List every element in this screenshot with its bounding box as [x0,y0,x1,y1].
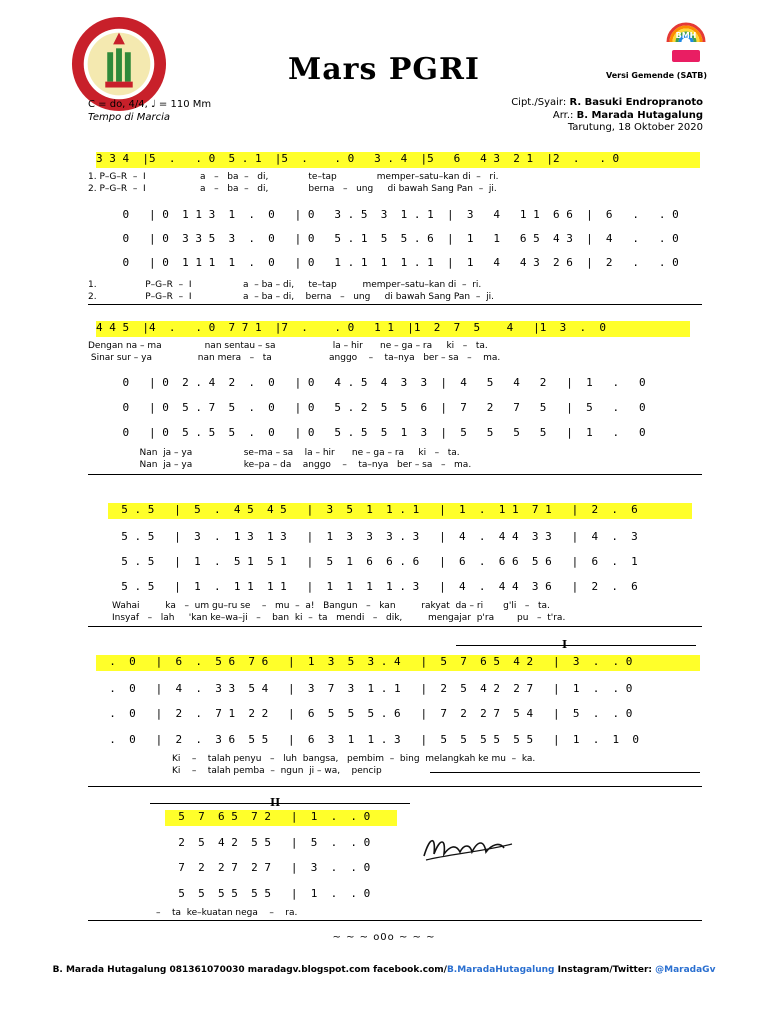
instagram-link[interactable]: @MaradaGv [655,965,716,975]
key-tempo [88,98,211,124]
tenor-line: 0 | 0 3 3 5 3 . 0 | 0 5 . 1 5 5 . 6 | 1 1 6 5 4 3 | 4 . . 0 [96,232,679,245]
song-title: Mars PGRI [288,52,480,87]
system-divider [88,474,702,475]
end-mark: ~ ~ ~ o0o ~ ~ ~ [332,932,436,943]
facebook-link[interactable]: B.MaradaHutagalung [446,965,555,975]
tenor-line: 7 2 2 7 2 7 | 3 . . 0 [165,861,371,874]
tenor-line: . 0 | 2 . 7 1 2 2 | 6 5 5 5 . 6 | 7 2 2 7 5 4 | 5 . . 0 [96,707,633,720]
key-signature: C = do, 4/4, [88,99,148,110]
lyric-bass-2: 2. P–G–R – I a – ba – di, berna – ung di bawah Sang Pan – ji. [88,292,494,302]
alto-line: 0 | 0 1 1 3 1 . 0 | 0 3 . 5 3 1 . 1 | 3 4 1 1 6 6 | 6 . . 0 [96,208,679,221]
lyric-verse-2: Ki – talah pemba – ngun ji – wa, pencip [172,766,382,776]
volta-bracket-1 [456,645,696,646]
lyric-bass-1: 1. P–G–R – I a – ba – di, te–tap memper–satu–kan di – ri. [88,280,482,290]
arr-name: B. Marada Hutagalung [576,109,703,121]
credits [430,97,703,135]
system-divider [88,786,702,787]
system-divider [88,920,702,921]
lyric-verse-1: Dengan na – ma nan sentau – sa la – hir ne – ga – ra ki – ta. [88,341,488,351]
cipt-name: R. Basuki Endropranoto [569,97,703,108]
footer-contact: B. Marada Hutagalung 081361070030 maradagv.blogspot.com facebook.com/ [52,965,447,975]
alto-line: 5 . 5 | 3 . 1 3 1 3 | 1 3 3 3 . 3 | 4 . 4 4 3 3 | 4 . 3 [108,530,638,543]
volta-label-1: I [562,638,568,651]
lyric-verse-2: Insyaf – lah 'kan ke–wa–ji – ban ki – ta mendi – dik, mengajar p'ra pu – t'ra. [112,613,566,623]
bass-line: 0 | 0 5 . 5 5 . 0 | 0 5 . 5 5 1 3 | 5 5 5 5 | 1 . 0 [96,426,646,439]
system-divider [88,304,702,305]
lyric-bass-2: Nan ja – ya ke–pa – da anggo – ta–nya ber – sa – ma. [88,460,472,470]
soprano-line: 4 4 5 |4 . . 0 7 7 1 |7 . . 0 1 1 |1 2 7 5 4 |1 3 . 0 [96,321,690,337]
footer [0,965,768,975]
place-date: Tarutung, 18 Oktober 2020 [567,122,703,133]
bass-line: 5 . 5 | 1 . 1 1 1 1 | 1 1 1 1 . 3 | 4 . 4 4 3 6 | 2 . 6 [108,580,638,593]
version-label: Versi Gemende (SATB) [606,71,707,80]
lyric-verse-1: 1. P–G–R – I a – ba – di, te–tap memper–satu–kan di – ri. [88,172,499,182]
bass-line: 5 5 5 5 5 5 | 1 . . 0 [165,887,371,900]
bass-line: 0 | 0 1 1 1 1 . 0 | 0 1 . 1 1 1 . 1 | 1 4 4 3 2 6 | 2 . . 0 [96,256,679,269]
alto-line: . 0 | 4 . 3 3 5 4 | 3 7 3 1 . 1 | 2 5 4 2 2 7 | 1 . . 0 [96,682,633,695]
tempo-mm: = 110 Mm [158,99,212,110]
bass-line: . 0 | 2 . 3 6 5 5 | 6 3 1 1 . 3 | 5 5 5 5 5 5 | 1 . 1 0 [96,733,640,746]
tenor-line: 0 | 0 5 . 7 5 . 0 | 0 5 . 2 5 5 6 | 7 2 7 5 | 5 . 0 [96,401,646,414]
lyric-verse-1: Wahai ka – um gu–ru se – mu – a! Bangun – kan rakyat da – ri g'li – ta. [112,601,550,611]
signature-image [420,826,520,868]
lyric-verse-1: – ta ke–kuatan nega – ra. [156,908,298,918]
soprano-line: 3 3 4 |5 . . 0 5 . 1 |5 . . 0 3 . 4 |5 6 4 3 2 1 |2 . . 0 [96,152,700,168]
alto-line: 2 5 4 2 5 5 | 5 . . 0 [165,836,371,849]
lyric-verse-2: Sinar sur – ya nan mera – ta anggo – ta–nya ber – sa – ma. [88,353,501,363]
soprano-line: . 0 | 6 . 5 6 7 6 | 1 3 5 3 . 4 | 5 7 6 5 4 2 | 3 . . 0 [96,655,700,671]
volta-label-2: II [270,796,281,809]
lyric-extender [430,772,700,773]
tempo-marking: Tempo di Marcia [88,112,170,123]
arr-label: Arr.: [552,109,574,121]
lyric-verse-1: Ki – talah penyu – luh bangsa, pembim – bing melangkah ke mu – ka. [172,754,536,764]
soprano-line: 5 7 6 5 7 2 | 1 . . 0 [165,810,397,826]
quarter-note-icon: ♩ [151,99,156,110]
system-divider [88,626,702,627]
instagram-label: Instagram/Twitter: [554,965,656,975]
tenor-line: 5 . 5 | 1 . 5 1 5 1 | 5 1 6 6 . 6 | 6 . 6 6 5 6 | 6 . 1 [108,555,638,568]
badge-text: BMH [675,31,697,40]
lyric-verse-2: 2. P–G–R – I a – ba – di, berna – ung di bawah Sang Pan – ji. [88,184,497,194]
bmh-badge-icon [666,20,706,70]
alto-line: 0 | 0 2 . 4 2 . 0 | 0 4 . 5 4 3 3 | 4 5 4 2 | 1 . 0 [96,376,646,389]
lyric-bass-1: Nan ja – ya se–ma – sa la – hir ne – ga – ra ki – ta. [88,448,460,458]
soprano-line: 5 . 5 | 5 . 4 5 4 5 | 3 5 1 1 . 1 | 1 . 1 1 7 1 | 2 . 6 [108,503,692,519]
cipt-label: Cipt./Syair: [511,97,567,108]
